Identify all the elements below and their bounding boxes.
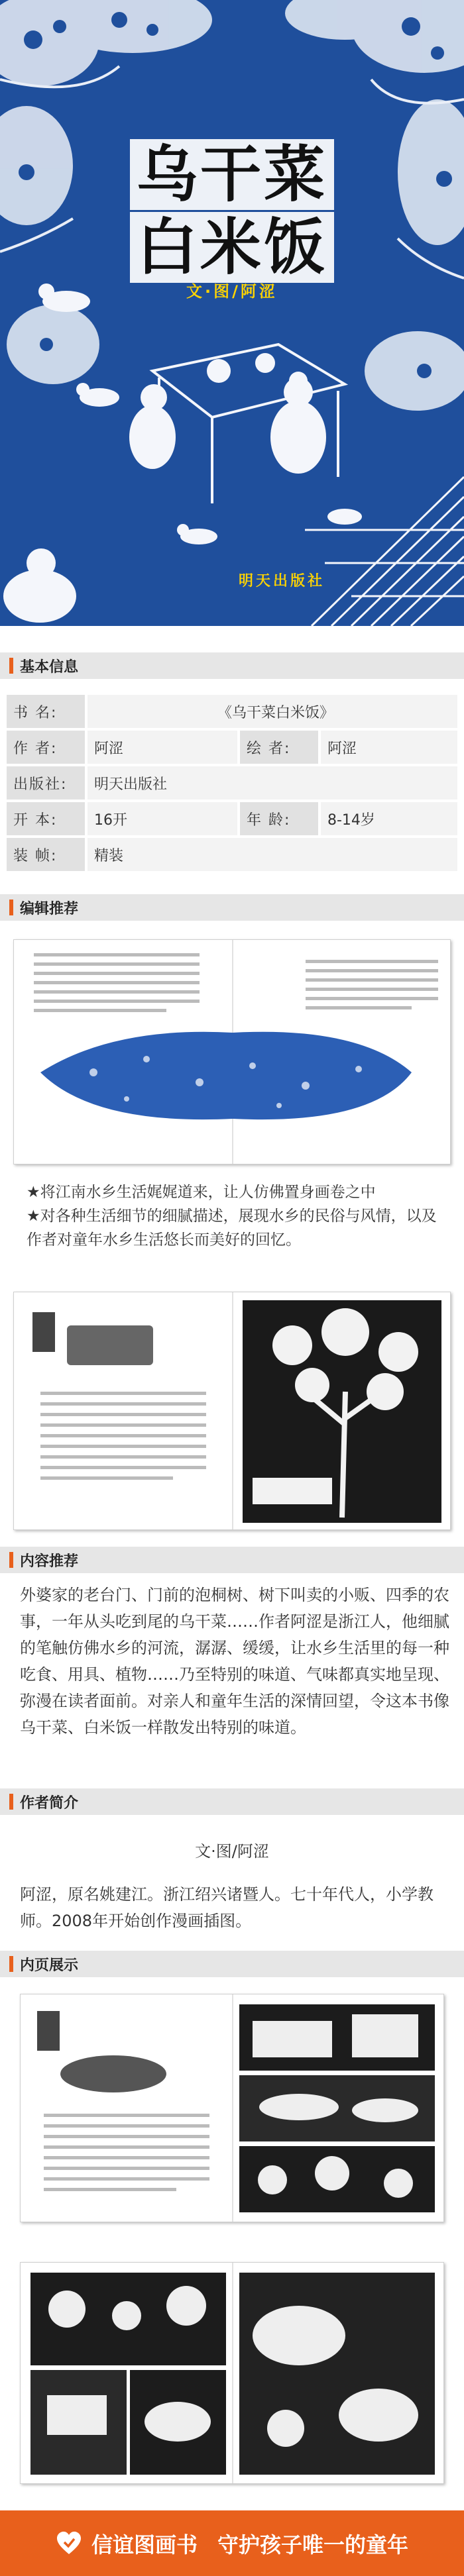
section-title: 内页展示 — [20, 1957, 79, 1974]
info-label: 书 名: — [7, 695, 85, 728]
section-title: 作者简介 — [20, 1794, 79, 1812]
info-label: 作 者: — [7, 731, 85, 764]
editor-bullets — [27, 1180, 451, 1252]
inner-page-illustration — [21, 1994, 444, 2222]
author-credit: 文·图/阿涩 — [195, 1842, 269, 1861]
section-header-author-intro — [0, 1788, 464, 1815]
info-table — [4, 692, 460, 874]
section-title: 编辑推荐 — [20, 900, 79, 917]
info-label: 绘 者: — [240, 731, 318, 764]
book-cover — [0, 0, 464, 626]
heart-logo-icon — [56, 2530, 82, 2557]
editor-bullet-1: ★将江南水乡生活娓娓道来，让人仿佛置身画卷之中 — [27, 1184, 376, 1201]
section-accent-bar — [9, 1794, 13, 1810]
section-accent-bar — [9, 1552, 13, 1568]
info-value-age: 8-14岁 — [321, 802, 457, 835]
editor-bullet-2: ★对各种生活细节的细腻描述，展现水乡的民俗与风情，以及作者对童年水乡生活悠长而美好的回忆。 — [27, 1208, 437, 1249]
section-header-inner-pages — [0, 1951, 464, 1977]
spread-illustration — [14, 1292, 451, 1530]
inner-page-image — [20, 1994, 444, 2222]
info-value-publisher: 明天出版社 — [87, 766, 457, 799]
inner-page-image — [20, 2262, 444, 2484]
info-label: 装 帧: — [7, 838, 85, 871]
cover-author: 文·图/阿涩 — [186, 282, 278, 301]
footer-brand: 信谊图画书 — [91, 2532, 198, 2557]
info-label: 年 龄: — [240, 802, 318, 835]
section-accent-bar — [9, 1956, 13, 1972]
section-header-content-pick — [0, 1547, 464, 1573]
inner-page-illustration — [21, 2263, 444, 2484]
info-row — [7, 838, 457, 871]
info-row — [7, 731, 457, 764]
cover-title-line2: 白米饭 — [0, 199, 464, 286]
info-label: 出版社: — [7, 766, 85, 799]
section-header-basic-info — [0, 652, 464, 679]
info-label: 开 本: — [7, 802, 85, 835]
section-title: 内容推荐 — [20, 1553, 79, 1570]
section-title: 基本信息 — [20, 658, 79, 676]
spread-illustration — [14, 940, 451, 1164]
page-spread-image — [13, 1292, 451, 1530]
info-value-author: 阿涩 — [87, 731, 237, 764]
info-value-binding: 精装 — [87, 838, 457, 871]
brand-footer — [0, 2510, 464, 2576]
info-value-format: 16开 — [87, 802, 237, 835]
info-row — [7, 766, 457, 799]
section-accent-bar — [9, 658, 13, 674]
page-spread-image — [13, 939, 451, 1164]
cover-illustration — [0, 0, 464, 626]
info-value-illustrator: 阿涩 — [321, 731, 457, 764]
cover-title-line1: 乌干菜 — [0, 126, 464, 213]
author-bio: 阿涩，原名姚建江。浙江绍兴诸暨人。七十年代人，小学教师。2008年开始创作漫画插图。 — [20, 1885, 434, 1930]
info-row — [7, 695, 457, 728]
section-accent-bar — [9, 900, 13, 915]
footer-slogan: 守护孩子唯一的童年 — [217, 2532, 409, 2557]
info-row — [7, 802, 457, 835]
cover-publisher: 明天出版社 — [239, 573, 325, 590]
section-header-editor-pick — [0, 894, 464, 921]
content-description: 外婆家的老台门、门前的泡桐树、树下叫卖的小贩、四季的农事，一年从头吃到尾的乌干菜……作者阿涩是浙江人，他细腻的笔触仿佛水乡的河流，潺潺、缓缓，让水乡生活里的每一种吃食、用具、植物……乃至特别的味道、气味都真实地呈现、弥漫在读者面前。对亲人和童年生活的深情回望，令这本书像乌干菜、白米饭一样散发出特别的味道。 — [20, 1586, 449, 1737]
info-value-title: 《乌干菜白米饭》 — [87, 695, 457, 728]
